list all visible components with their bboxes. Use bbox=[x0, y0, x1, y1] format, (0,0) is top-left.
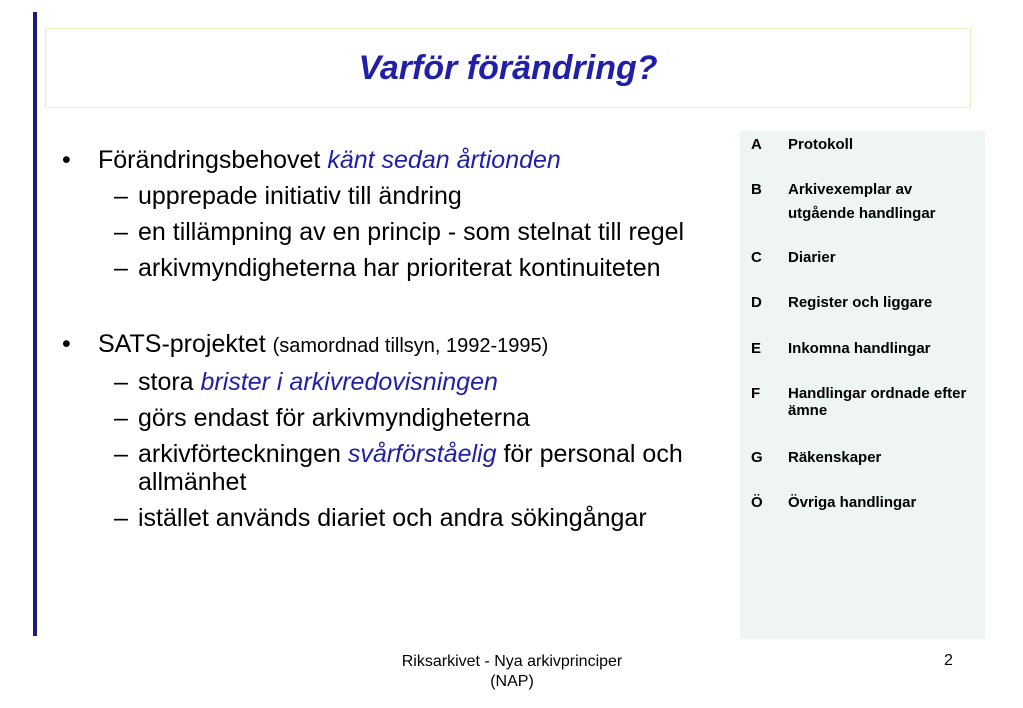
sub-bullet-item bbox=[62, 254, 712, 282]
category-letter: E bbox=[751, 340, 762, 357]
category-letter: A bbox=[751, 136, 762, 153]
category-label: Inkomna handlingar bbox=[788, 340, 931, 357]
category-label: Protokoll bbox=[788, 136, 854, 153]
title-box bbox=[45, 28, 971, 108]
sub-bullet-text: arkivmyndigheterna har prioriterat kontinuiteten bbox=[138, 254, 661, 282]
sub-bullet-text: arkivförteckningen bbox=[138, 440, 348, 468]
bullet-mark: • bbox=[62, 330, 71, 358]
category-letter: C bbox=[751, 249, 762, 266]
bullet-item bbox=[62, 330, 712, 360]
sub-bullet-text: stora bbox=[138, 368, 201, 396]
left-accent-rule bbox=[33, 12, 37, 636]
category-label: Register och liggare bbox=[788, 294, 933, 311]
dash-mark: – bbox=[114, 440, 128, 468]
dash-mark: – bbox=[114, 254, 128, 282]
sub-bullet-text: en tillämpning av en princip - som stelnat till regel bbox=[138, 218, 685, 246]
sub-bullet-text: upprepade initiativ till ändring bbox=[138, 182, 462, 210]
sub-bullet-item bbox=[62, 504, 712, 532]
dash-mark: – bbox=[114, 368, 128, 396]
sub-bullet-item bbox=[62, 182, 712, 210]
category-label: Diarier bbox=[788, 249, 836, 266]
footer-line: (NAP) bbox=[490, 673, 534, 690]
category-letter: F bbox=[751, 385, 761, 402]
sub-bullet-text: istället används diariet och andra sökingångar bbox=[138, 504, 647, 532]
bullet-list bbox=[62, 146, 712, 532]
bullet-mark: • bbox=[62, 146, 71, 174]
sub-bullet-emphasis: svårförståelig bbox=[347, 440, 497, 468]
footer-caption bbox=[352, 652, 672, 692]
sub-bullet-item bbox=[62, 368, 712, 396]
bullet-note: (samordnad tillsyn, 1992-1995) bbox=[272, 335, 549, 357]
footer-line: Riksarkivet - Nya arkivprinciper bbox=[401, 653, 623, 670]
category-label: Handlingar ordnade efter ämne bbox=[788, 385, 967, 419]
sub-bullet-emphasis: brister i arkivredovisningen bbox=[200, 368, 498, 396]
sub-bullet-text: görs endast för arkivmyndigheterna bbox=[138, 404, 530, 432]
page-number: 2 bbox=[944, 652, 953, 669]
dash-mark: – bbox=[114, 504, 128, 532]
bullet-text: SATS-projektet bbox=[98, 330, 273, 358]
category-letter: B bbox=[751, 181, 762, 198]
bullet-emphasis: känt sedan årtionden bbox=[327, 146, 561, 174]
sub-bullet-item bbox=[62, 218, 712, 246]
category-letter: G bbox=[751, 449, 763, 466]
category-label: Övriga handlingar bbox=[788, 494, 917, 511]
sub-bullet-item bbox=[62, 440, 712, 496]
archive-category-panel bbox=[740, 131, 985, 639]
sub-bullet-text-after: för personal och allmänhet bbox=[138, 440, 683, 496]
category-letter: Ö bbox=[751, 494, 763, 511]
dash-mark: – bbox=[114, 218, 128, 246]
slide-title: Varför förändring? bbox=[358, 48, 658, 87]
sub-bullet-item bbox=[62, 404, 712, 432]
category-label: Arkivexemplar av utgående handlingar bbox=[788, 181, 936, 222]
dash-mark: – bbox=[114, 182, 128, 210]
dash-mark: – bbox=[114, 404, 128, 432]
bullet-item bbox=[62, 146, 712, 174]
category-letter: D bbox=[751, 294, 762, 311]
bullet-text: Förändringsbehovet bbox=[98, 146, 328, 174]
category-label: Räkenskaper bbox=[788, 449, 882, 466]
